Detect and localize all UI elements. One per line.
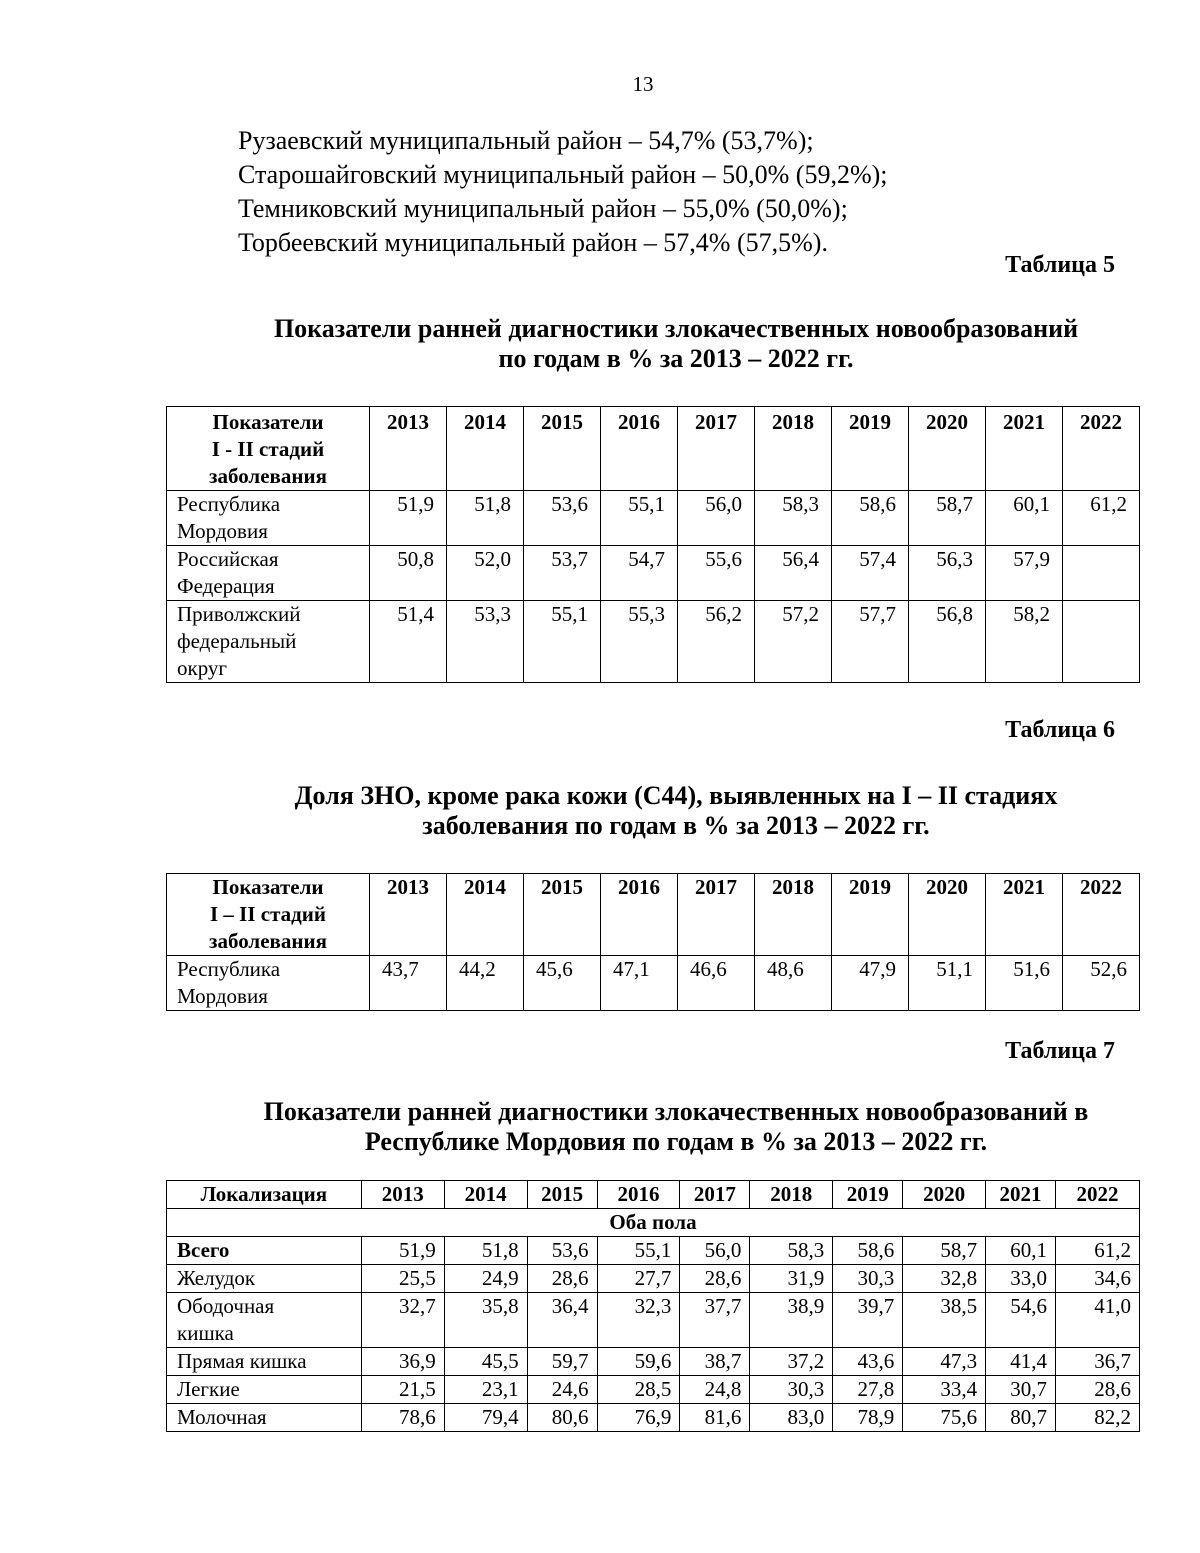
- table7-cell: 30,3: [750, 1376, 833, 1404]
- table5-year-header: 2021: [986, 407, 1063, 491]
- table7-cell: 81,6: [680, 1404, 750, 1432]
- table5-year-header: 2016: [601, 407, 678, 491]
- table7-header-row: [167, 1181, 1140, 1209]
- table6-year-header: 2022: [1063, 874, 1140, 956]
- table5-cell: 56,0: [678, 491, 755, 546]
- table5-cell: 58,3: [755, 491, 832, 546]
- table5-row-label: [167, 491, 370, 546]
- table6-cell: 47,1: [601, 956, 678, 1011]
- table7-cell: 32,7: [361, 1293, 444, 1348]
- table5-cell: 56,3: [909, 546, 986, 601]
- table7-row-label-line: Ободочная: [177, 1294, 275, 1318]
- table5-row-label-line: Российская: [177, 547, 279, 571]
- table7-cell: 32,3: [597, 1293, 680, 1348]
- table7-cell: 54,6: [986, 1293, 1056, 1348]
- table7-cell: 31,9: [750, 1265, 833, 1293]
- table6-header-label-line: заболевания: [209, 929, 327, 953]
- table5-cell: 56,2: [678, 601, 755, 683]
- table5-cell: 61,2: [1063, 491, 1140, 546]
- table5-cell: 50,8: [370, 546, 447, 601]
- table5-cell: 56,8: [909, 601, 986, 683]
- table5-year-header: 2013: [370, 407, 447, 491]
- table5-header-row: [167, 407, 1140, 491]
- table6-year-header: 2021: [986, 874, 1063, 956]
- table6-title: [150, 781, 1200, 841]
- table5-row-label: [167, 546, 370, 601]
- table6-cell: 51,6: [986, 956, 1063, 1011]
- table7-row-label-line: Молочная: [177, 1405, 267, 1429]
- table7-row-label: [167, 1404, 362, 1432]
- table7-cell: 24,9: [444, 1265, 527, 1293]
- table7-group-row: [167, 1209, 1140, 1237]
- table7-year-header: 2018: [750, 1181, 833, 1209]
- table6-cell: 45,6: [524, 956, 601, 1011]
- table5-year-header: 2014: [447, 407, 524, 491]
- table7-cell: 24,8: [680, 1376, 750, 1404]
- table7-cell: 28,6: [680, 1265, 750, 1293]
- table5-header-label-line: заболевания: [209, 464, 327, 488]
- table5-year-header: 2022: [1063, 407, 1140, 491]
- table5-cell: 55,1: [524, 601, 601, 683]
- table7-row-label: [167, 1237, 362, 1265]
- table6-row-label-line: Мордовия: [177, 984, 268, 1008]
- table5-year-header: 2020: [909, 407, 986, 491]
- table7-cell: 78,9: [833, 1404, 903, 1432]
- table5-year-header: 2019: [832, 407, 909, 491]
- table7-row-label-line: Желудок: [177, 1266, 256, 1290]
- table6-cell: 48,6: [755, 956, 832, 1011]
- table5-cell: 55,3: [601, 601, 678, 683]
- table6-year-header: 2016: [601, 874, 678, 956]
- table5-header-label-line: I - II стадий: [211, 437, 325, 461]
- table7-cell: 36,7: [1056, 1348, 1140, 1376]
- table5-cell: 60,1: [986, 491, 1063, 546]
- table5-row: [167, 491, 1140, 546]
- table7-cell: 43,6: [833, 1348, 903, 1376]
- table6-header-row: [167, 874, 1140, 956]
- intro-line: Рузаевский муниципальный район – 54,7% (53,7%);: [238, 126, 814, 155]
- table6-year-header: 2019: [832, 874, 909, 956]
- table7-year-header: 2020: [903, 1181, 986, 1209]
- table5-cell: 58,6: [832, 491, 909, 546]
- table5-cell: [1063, 601, 1140, 683]
- table5-cell: 53,6: [524, 491, 601, 546]
- table7-cell: 51,8: [444, 1237, 527, 1265]
- table7-cell: 58,6: [833, 1237, 903, 1265]
- table7-year-header: 2017: [680, 1181, 750, 1209]
- table7-cell: 27,7: [597, 1265, 680, 1293]
- table7-cell: 41,0: [1056, 1293, 1140, 1348]
- table7-row: [167, 1293, 1140, 1348]
- table5-cell: 51,4: [370, 601, 447, 683]
- table7-row-label: [167, 1293, 362, 1348]
- table5-cell: 55,1: [601, 491, 678, 546]
- table7: [166, 1180, 1140, 1432]
- table5-cell: 55,6: [678, 546, 755, 601]
- table5-cell: 58,7: [909, 491, 986, 546]
- table6-header-label-line: Показатели: [212, 875, 324, 899]
- table7-year-header: 2015: [527, 1181, 597, 1209]
- table7-cell: 24,6: [527, 1376, 597, 1404]
- table7-row-label: [167, 1376, 362, 1404]
- table6-row: [167, 956, 1140, 1011]
- table7-row: [167, 1348, 1140, 1376]
- table7-cell: 80,7: [986, 1404, 1056, 1432]
- table7-cell: 58,3: [750, 1237, 833, 1265]
- table6-year-header: 2013: [370, 874, 447, 956]
- table7-year-header: 2019: [833, 1181, 903, 1209]
- table7-cell: 60,1: [986, 1237, 1056, 1265]
- table7-title-line2: Республике Мордовия по годам в % за 2013 – 2022 гг.: [364, 1127, 988, 1156]
- table5-row-label-line: федеральный: [177, 629, 297, 653]
- table5-cell: 53,7: [524, 546, 601, 601]
- table7-cell: 35,8: [444, 1293, 527, 1348]
- table5-cell: 56,4: [755, 546, 832, 601]
- table7-cell: 30,3: [833, 1265, 903, 1293]
- table7-row: [167, 1265, 1140, 1293]
- table7-header-label: Локализация: [167, 1181, 362, 1209]
- table5-title: [150, 314, 1200, 374]
- table7-row-label-line: кишка: [177, 1321, 234, 1345]
- table6-row-label-line: Республика: [177, 957, 281, 981]
- table7-cell: 55,1: [597, 1237, 680, 1265]
- table7-cell: 38,5: [903, 1293, 986, 1348]
- table7-cell: 34,6: [1056, 1265, 1140, 1293]
- table7-cell: 45,5: [444, 1348, 527, 1376]
- table5-cell: 54,7: [601, 546, 678, 601]
- intro-line: Старошайговский муниципальный район – 50,0% (59,2%);: [238, 160, 888, 189]
- table5-year-header: 2015: [524, 407, 601, 491]
- table5-row-label-line: Мордовия: [177, 519, 268, 543]
- table6: [166, 873, 1140, 1011]
- table7-cell: 21,5: [361, 1376, 444, 1404]
- table6-header-label: [167, 874, 370, 956]
- table5-row: [167, 601, 1140, 683]
- table6-cell: 43,7: [370, 956, 447, 1011]
- table7-row: [167, 1237, 1140, 1265]
- table7-row-label-line: Легкие: [177, 1377, 240, 1401]
- table7-cell: 59,7: [527, 1348, 597, 1376]
- table7-title: [150, 1097, 1200, 1157]
- table7-cell: 41,4: [986, 1348, 1056, 1376]
- table6-cell: 44,2: [447, 956, 524, 1011]
- table5-cell: 58,2: [986, 601, 1063, 683]
- table7-cell: 56,0: [680, 1237, 750, 1265]
- table5-cell: 52,0: [447, 546, 524, 601]
- table7-year-header: 2016: [597, 1181, 680, 1209]
- table5-cell: 51,9: [370, 491, 447, 546]
- table7-cell: 28,6: [1056, 1376, 1140, 1404]
- table7-cell: 83,0: [750, 1404, 833, 1432]
- table7-cell: 80,6: [527, 1404, 597, 1432]
- table6-title-line2: заболевания по годам в % за 2013 – 2022 гг.: [422, 811, 930, 840]
- table6-title-line1: Доля ЗНО, кроме рака кожи (С44), выявленных на I – II стадиях: [294, 781, 1058, 810]
- table7-cell: 59,6: [597, 1348, 680, 1376]
- table6-year-header: 2014: [447, 874, 524, 956]
- table7-row-label-line: Всего: [177, 1238, 230, 1262]
- page-number: 13: [632, 72, 654, 96]
- table5-row-label-line: Федерация: [177, 574, 275, 598]
- table7-year-header: 2013: [361, 1181, 444, 1209]
- table7-row: [167, 1404, 1140, 1432]
- table7-row: [167, 1376, 1140, 1404]
- table7-cell: 36,4: [527, 1293, 597, 1348]
- table6-cell: 52,6: [1063, 956, 1140, 1011]
- table7-row-label: [167, 1265, 362, 1293]
- table7-cell: 33,4: [903, 1376, 986, 1404]
- table7-cell: 75,6: [903, 1404, 986, 1432]
- table7-cell: 38,7: [680, 1348, 750, 1376]
- table7-row-label: [167, 1348, 362, 1376]
- table7-cell: 82,2: [1056, 1404, 1140, 1432]
- intro-line: Темниковский муниципальный район – 55,0% (50,0%);: [238, 194, 848, 223]
- table6-caption: Таблица 6: [1005, 717, 1115, 743]
- table5-header-label: [167, 407, 370, 491]
- table5-title-line1: Показатели ранней диагностики злокачественных новообразований: [273, 314, 1079, 343]
- intro-text: [238, 124, 887, 260]
- table5-cell: [1063, 546, 1140, 601]
- table7-cell: 25,5: [361, 1265, 444, 1293]
- table7-cell: 53,6: [527, 1237, 597, 1265]
- table7-cell: 32,8: [903, 1265, 986, 1293]
- table7-cell: 37,7: [680, 1293, 750, 1348]
- table7-cell: 33,0: [986, 1265, 1056, 1293]
- table7-caption: Таблица 7: [1005, 1038, 1115, 1064]
- table5: [166, 406, 1140, 683]
- table7-cell: 23,1: [444, 1376, 527, 1404]
- table7-cell: 30,7: [986, 1376, 1056, 1404]
- table7-cell: 47,3: [903, 1348, 986, 1376]
- table7-year-header: 2022: [1056, 1181, 1140, 1209]
- table7-cell: 76,9: [597, 1404, 680, 1432]
- table6-header-label-line: I – II стадий: [210, 902, 326, 926]
- table5-row-label: [167, 601, 370, 683]
- table5-caption: Таблица 5: [1005, 252, 1115, 278]
- table7-cell: 37,2: [750, 1348, 833, 1376]
- table6-year-header: 2017: [678, 874, 755, 956]
- table5-year-header: 2018: [755, 407, 832, 491]
- table5-cell: 51,8: [447, 491, 524, 546]
- table7-cell: 28,5: [597, 1376, 680, 1404]
- table5-row-label-line: Приволжский: [177, 602, 301, 626]
- table6-year-header: 2015: [524, 874, 601, 956]
- table5-row-label-line: округ: [177, 656, 228, 680]
- table5-cell: 57,9: [986, 546, 1063, 601]
- table7-cell: 27,8: [833, 1376, 903, 1404]
- table5-header-label-line: Показатели: [212, 410, 324, 434]
- table5-cell: 57,2: [755, 601, 832, 683]
- table5-row: [167, 546, 1140, 601]
- table7-cell: 39,7: [833, 1293, 903, 1348]
- table5-year-header: 2017: [678, 407, 755, 491]
- table5-title-line2: по годам в % за 2013 – 2022 гг.: [498, 344, 854, 373]
- table5-cell: 57,7: [832, 601, 909, 683]
- table5-cell: 57,4: [832, 546, 909, 601]
- table7-cell: 38,9: [750, 1293, 833, 1348]
- table6-year-header: 2018: [755, 874, 832, 956]
- intro-line: Торбеевский муниципальный район – 57,4% (57,5%).: [238, 228, 828, 257]
- table6-cell: 47,9: [832, 956, 909, 1011]
- table7-group-label: Оба пола: [167, 1209, 1140, 1237]
- table7-cell: 58,7: [903, 1237, 986, 1265]
- table7-cell: 28,6: [527, 1265, 597, 1293]
- table6-year-header: 2020: [909, 874, 986, 956]
- table5-row-label-line: Республика: [177, 492, 281, 516]
- table7-cell: 78,6: [361, 1404, 444, 1432]
- table6-cell: 51,1: [909, 956, 986, 1011]
- table7-cell: 79,4: [444, 1404, 527, 1432]
- table6-cell: 46,6: [678, 956, 755, 1011]
- table7-title-line1: Показатели ранней диагностики злокачественных новообразований в: [263, 1097, 1089, 1126]
- table7-cell: 61,2: [1056, 1237, 1140, 1265]
- table7-row-label-line: Прямая кишка: [177, 1349, 307, 1373]
- table5-cell: 53,3: [447, 601, 524, 683]
- table6-row-label: [167, 956, 370, 1011]
- table7-year-header: 2014: [444, 1181, 527, 1209]
- table7-year-header: 2021: [986, 1181, 1056, 1209]
- table7-cell: 36,9: [361, 1348, 444, 1376]
- table7-cell: 51,9: [361, 1237, 444, 1265]
